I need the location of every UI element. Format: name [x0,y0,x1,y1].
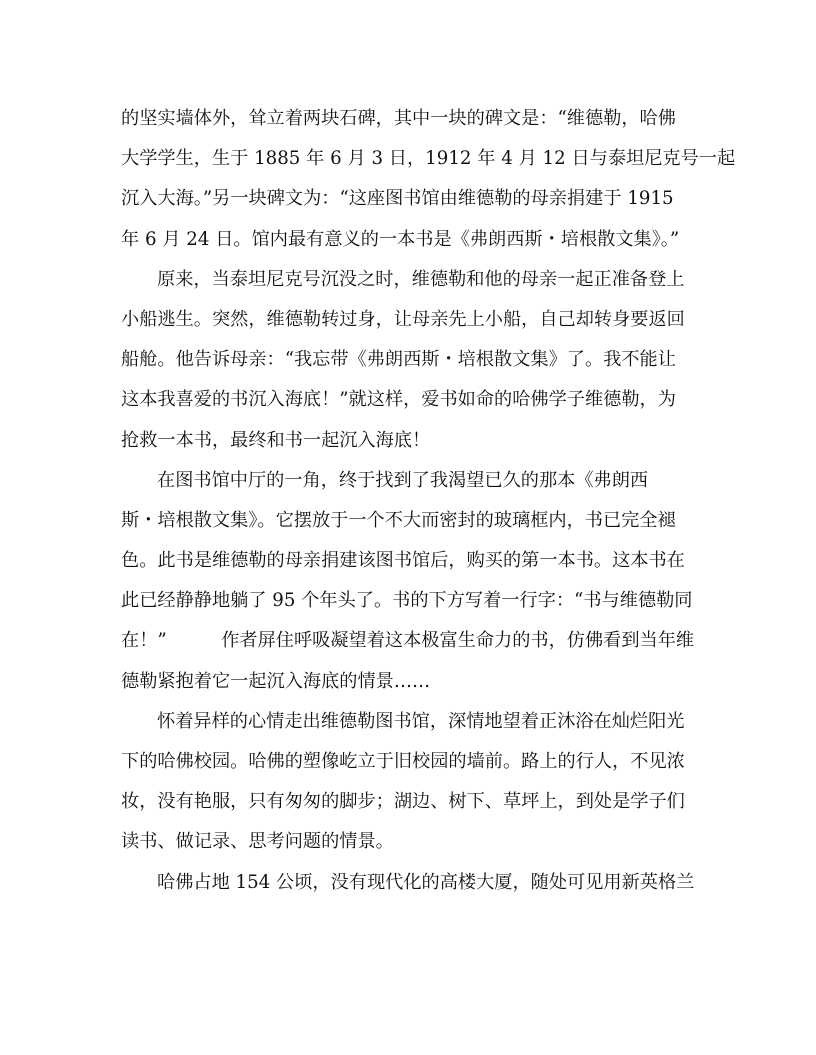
text-line: 下的哈佛校园。哈佛的塑像屹立于旧校园的墙前。路上的行人，不见浓 [121,751,685,772]
paragraph-1 [121,99,736,260]
text-line: 此已经静静地躺了 95 个年头了。书的下方写着一行字：“书与维德勒同 [121,590,693,612]
text-line: 哈佛占地 154 公顷，没有现代化的高楼大厦，随处可见用新英格兰 [157,871,695,893]
text-line: 的坚实墙体外，耸立着两块石碑，其中一块的碑文是：“维德勒，哈佛 [121,108,676,129]
paragraph-4 [121,702,697,863]
text-line: 斯・培根散文集》。它摆放于一个不大而密封的玻璃框内，书已完全褪 [121,509,676,531]
paragraph-3 [121,461,697,702]
text-line: 抢救一本书，最终和书一起沉入海底！ [121,429,431,451]
text-line: 大学学生，生于 1885 年 6 月 3 日，1912 年 4 月 12 日与泰坦尼克号一起 [121,148,736,170]
text-line: 色。此书是维德勒的母亲捐建该图书馆后，购买的第一本书。这本书在 [121,550,685,572]
text-line: 妆，没有艳服，只有匆匆的脚步；湖边、树下、草坪上，到处是学子们 [121,791,685,813]
text-line: 这本我喜爱的书沉入海底！”就这样，爱书如命的哈佛学子维德勒，为 [121,389,676,411]
text-line: 德勒紧抱着它一起沉入海底的情景…… [121,670,431,692]
text-line: 沉入大海。”另一块碑文为：“这座图书馆由维德勒的母亲捐建于 1915 [121,188,674,210]
text-line: 怀着异样的心情走出维德勒图书馆，深情地望着正沐浴在灿烂阳光 [157,710,685,732]
text-line: 年 6 月 24 日。馆内最有意义的一本书是《弗朗西斯・培根散文集》。” [121,228,680,250]
text-line: 小船逃生。突然，维德勒转过身，让母亲先上小船，自己却转身要返回 [121,308,685,330]
text-line: 在图书馆中厅的一角，终于找到了我渴望已久的那本《弗朗西 [157,469,649,491]
paragraph-2 [121,260,697,461]
text-line: 在！” 作者屏住呼吸凝望着这本极富生命力的书，仿佛看到当年维 [121,630,695,652]
article-body [121,99,736,903]
text-line: 读书、做记录、思考问题的情景。 [121,831,394,853]
text-line: 船舱。他告诉母亲：“我忘带《弗朗西斯・培根散文集》了。我不能让 [121,349,676,371]
text-line: 原来，当泰坦尼克号沉没之时，维德勒和他的母亲一起正准备登上 [157,268,685,290]
paragraph-5 [121,863,697,903]
